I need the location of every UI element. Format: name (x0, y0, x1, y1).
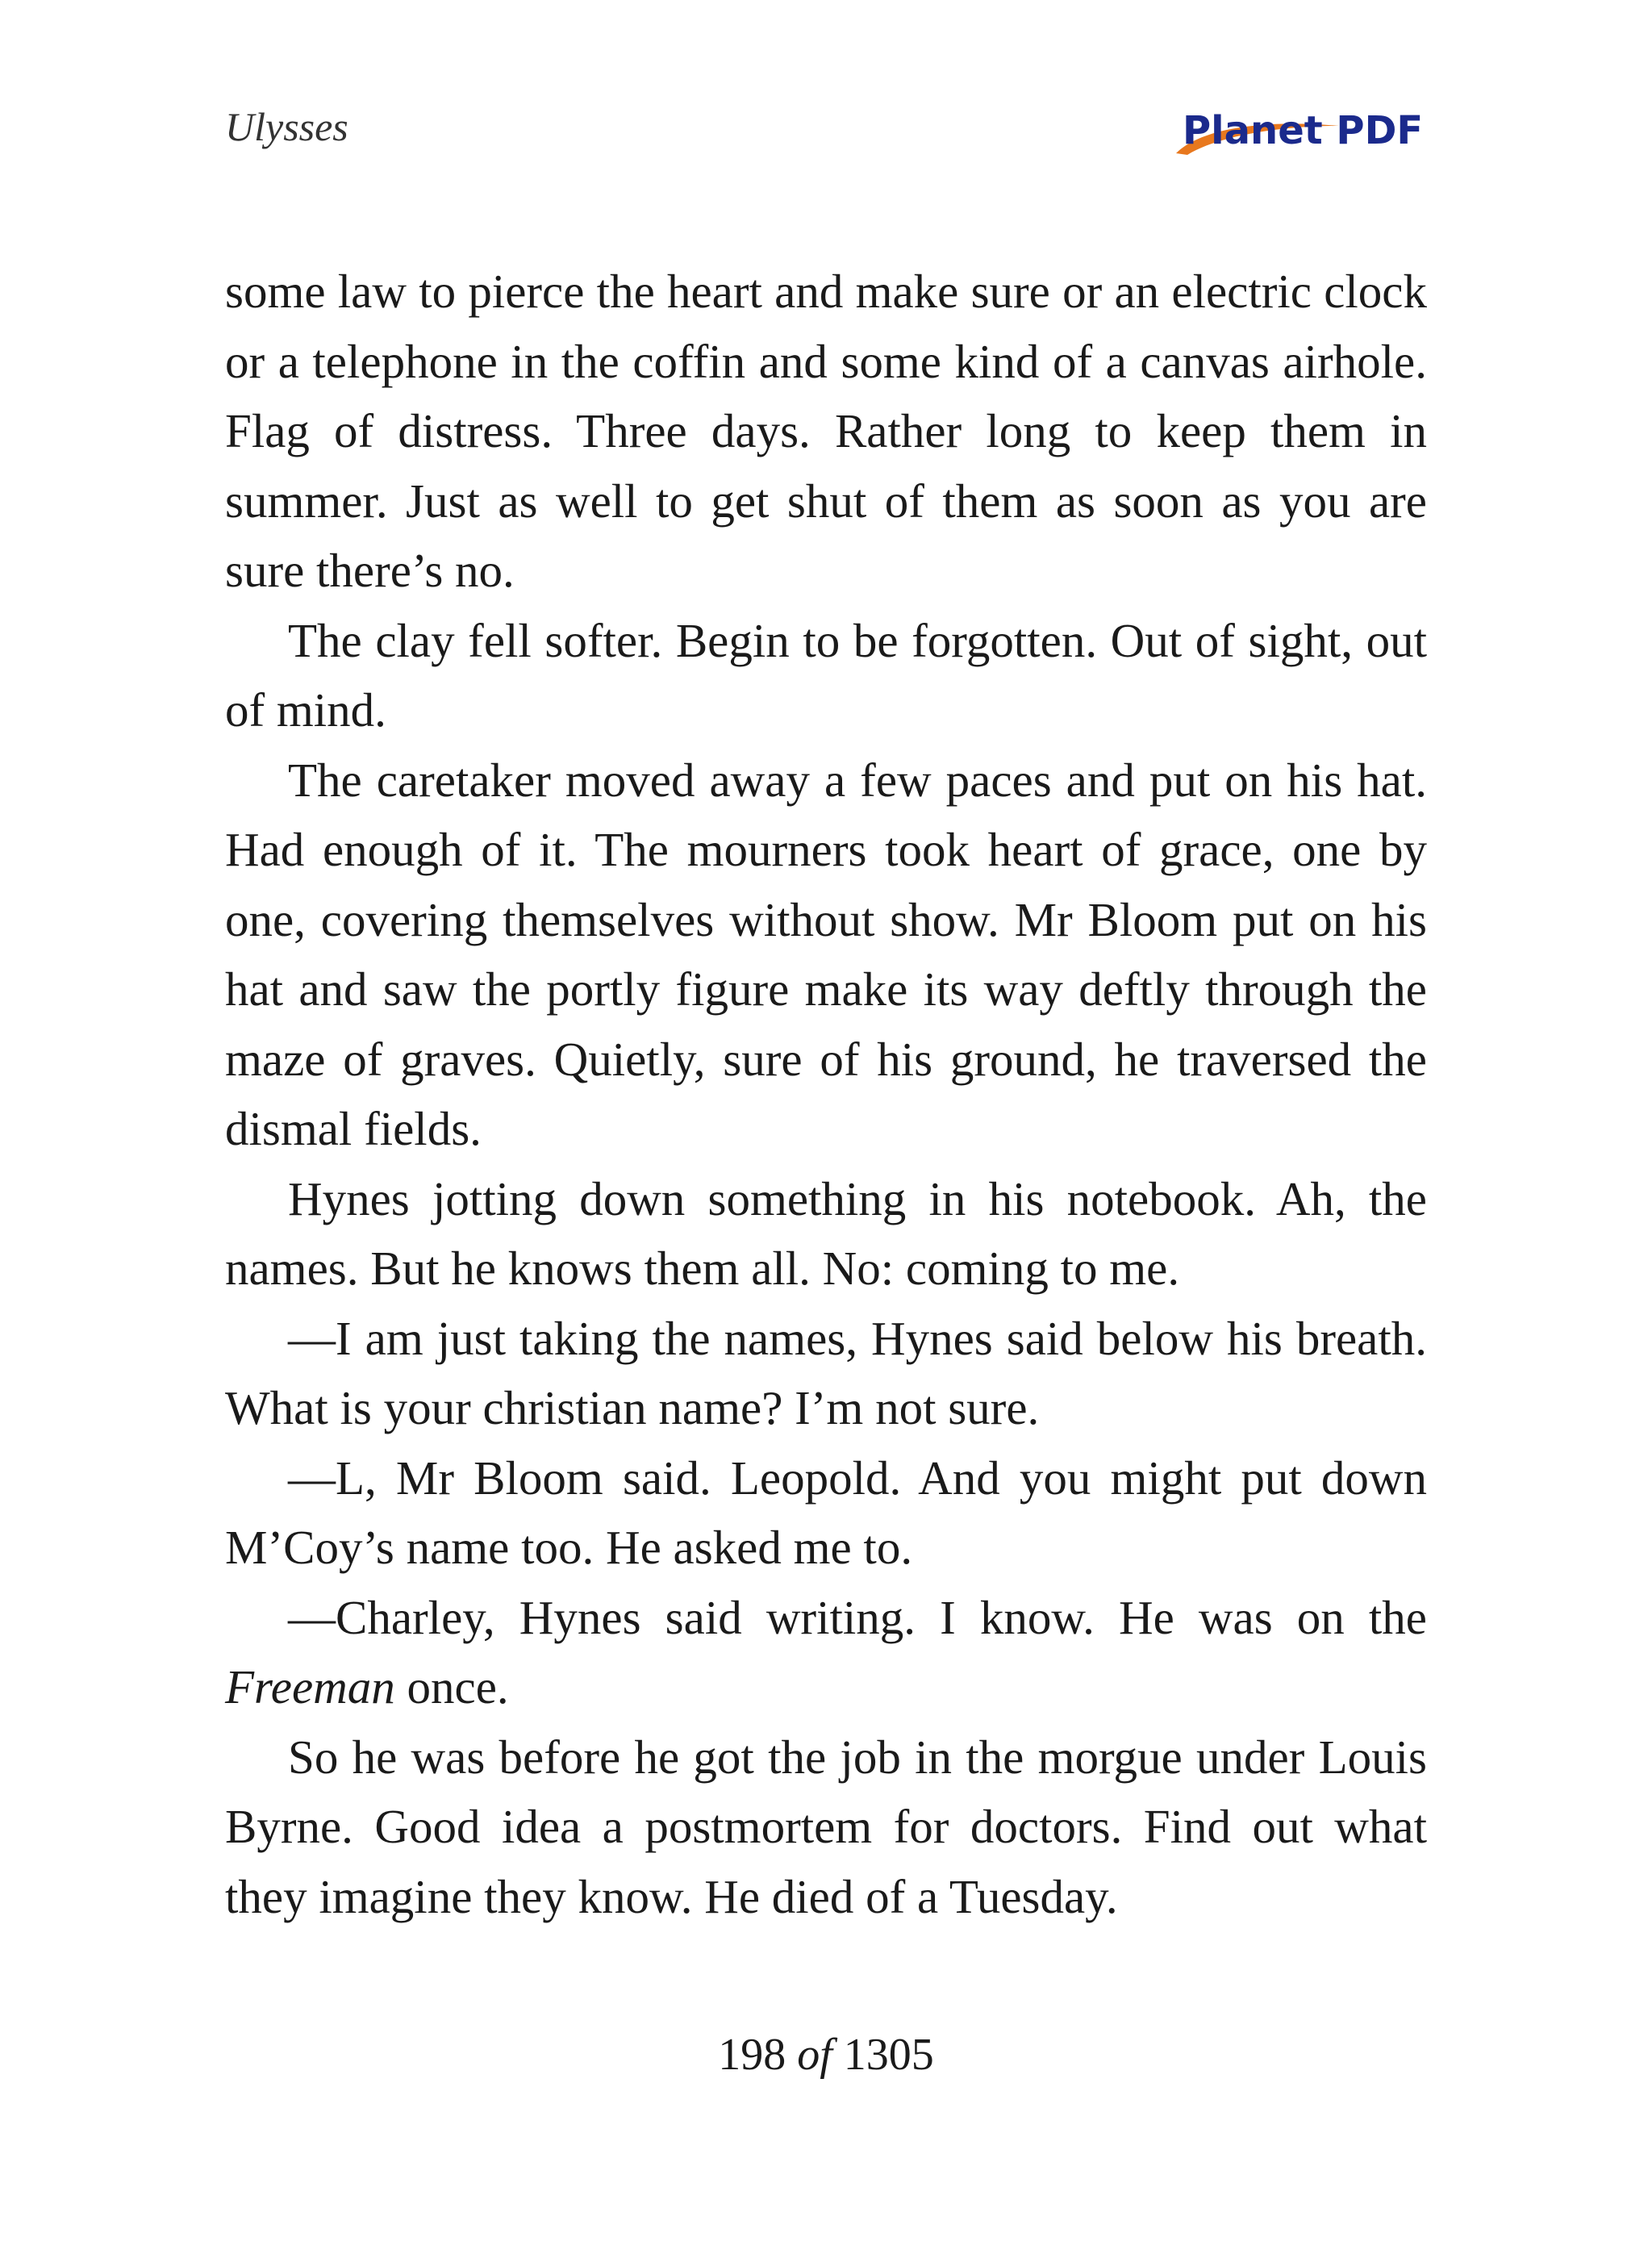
current-page: 198 (718, 2030, 786, 2080)
running-head-title: Ulysses (225, 104, 348, 149)
paragraph: The caretaker moved away a few paces and put on his hat. Had enough of it. The mourners took heart of grace, one by one, covering themselves without show. Mr Bloom put on his hat and saw the portly figure make its way deftly through the maze of graves. Quietly, sure of his ground, he traversed the dismal fields. (225, 753, 1427, 1155)
logo-text: Planet PDF (1183, 108, 1424, 153)
paragraph: —I am just taking the names, Hynes said below his breath. What is your christian name? I’m not sure. (225, 1311, 1427, 1434)
paragraph (225, 1583, 1427, 1722)
paragraph-text: once. (394, 1660, 509, 1713)
paragraph-text: —Charley, Hynes said writing. I know. He was on the (288, 1590, 1427, 1644)
page-number (0, 2029, 1652, 2081)
paragraph: The clay fell softer. Begin to be forgotten. Out of sight, out of mind. (225, 613, 1427, 737)
page-body (225, 257, 1427, 1931)
newspaper-title: Freeman (225, 1660, 395, 1713)
planet-pdf-logo (1170, 103, 1428, 168)
paragraph: some law to pierce the heart and make sure or an electric clock or a telephone in the coffin and some kind of a canvas airhole. Flag of distress. Three days. Rather long to keep them in summer. Just as well to get shut of them as soon as you are sure there’s no. (225, 265, 1427, 597)
paragraph: So he was before he got the job in the morgue under Louis Byrne. Good idea a postmortem for doctors. Find out what they imagine they know. He died of a Tuesday. (225, 1730, 1427, 1923)
paragraph: Hynes jotting down something in his notebook. Ah, the names. But he knows them all. No: coming to me. (225, 1171, 1427, 1295)
paragraph: —L, Mr Bloom said. Leopold. And you might put down M’Coy’s name too. He asked me to. (225, 1450, 1427, 1574)
total-pages: 1305 (843, 2030, 934, 2080)
page-separator: of (797, 2030, 832, 2080)
